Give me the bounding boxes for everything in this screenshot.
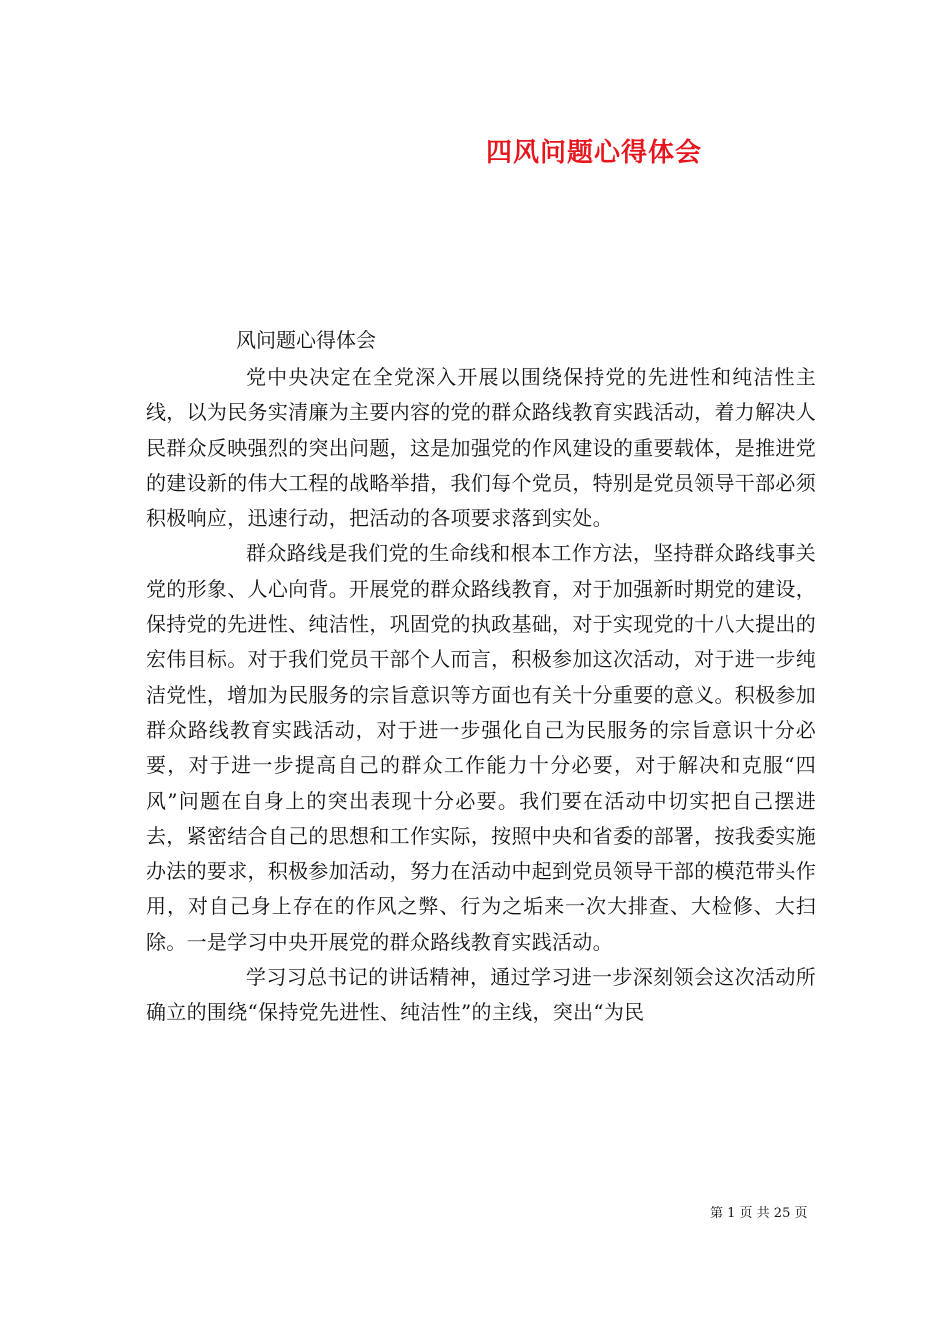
page-number: 第 1 页 共 25 页 <box>710 1206 808 1221</box>
document-body <box>146 360 816 1031</box>
document-subtitle: 风问题心得体会 <box>236 328 376 352</box>
document-title: 四风问题心得体会 <box>486 138 703 168</box>
paragraph-1: 党中央决定在全党深入开展以围绕保持党的先进性和纯洁性主线，以为民务实清廉为主要内容的党的群众路线教育实践活动，着力解决人民群众反映强烈的突出问题，这是加强党的作风建设的重要载体，是推进党的建设新的伟大工程的战略举措，我们每个党员，特别是党员领导干部必须积极响应，迅速行动，把活动的各项要求落到实处。 <box>146 365 816 531</box>
paragraph-2: 群众路线是我们党的生命线和根本工作方法，坚持群众路线事关党的形象、人心向背。开展党的群众路线教育，对于加强新时期党的建设，保持党的先进性、纯洁性，巩固党的执政基础，对于实现党的十八大提出的宏伟目标。对于我们党员干部个人而言，积极参加这次活动，对于进一步纯洁党性，增加为民服务的宗旨意识等方面也有关十分重要的意义。积极参加群众路线教育实践活动，对于进一步强化自己为民服务的宗旨意识十分必要，对于进一步提高自己的群众工作能力十分必要，对于解决和克服“四风”问题在自身上的突出表现十分必要。我们要在活动中切实把自己摆进去，紧密结合自己的思想和工作实际，按照中央和省委的部署，按我委实施办法的要求，积极参加活动，努力在活动中起到党员领导干部的模范带头作用，对自己身上存在的作风之弊、行为之垢来一次大排查、大检修、大扫除。一是学习中央开展党的群众路线教育实践活动。 <box>146 541 816 954</box>
paragraph-3: 学习习总书记的讲话精神，通过学习进一步深刻领会这次活动所确立的围绕“保持党先进性、纯洁性”的主线，突出“为民 <box>146 965 816 1025</box>
